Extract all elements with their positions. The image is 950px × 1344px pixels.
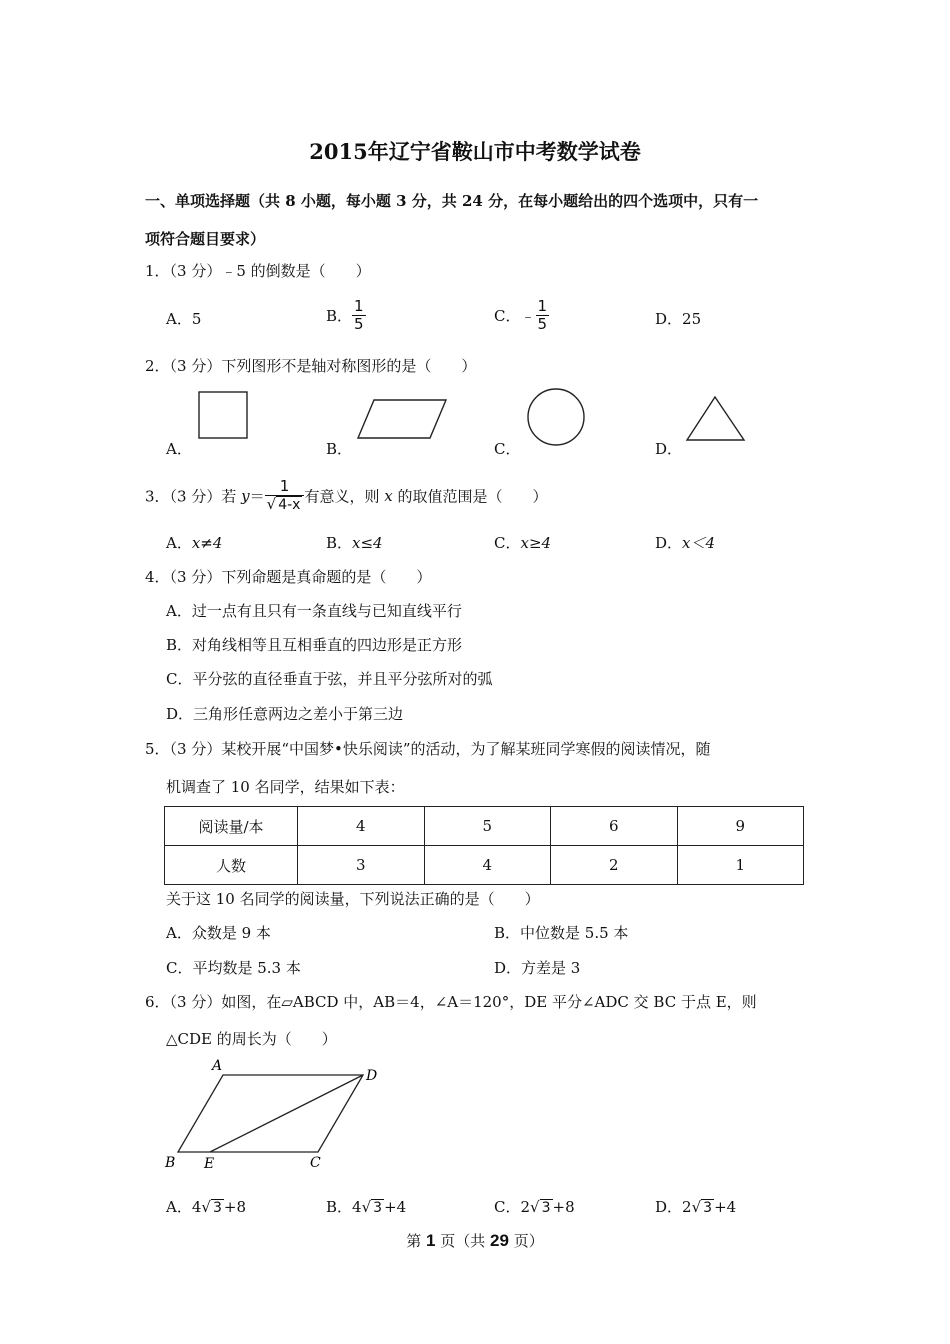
table-cell: 3	[298, 846, 425, 885]
radicand: 3	[541, 1200, 551, 1216]
q4-option-b: B．对角线相等且互相垂直的四边形是正方形	[166, 636, 463, 654]
fraction-denominator	[265, 496, 305, 514]
option-coef: C．2	[494, 1198, 531, 1216]
q1-option-c-sign: ﹣	[520, 307, 536, 325]
q1-option-b-label: B．	[326, 307, 353, 325]
var-x: x	[384, 487, 393, 505]
table-cell: 4	[424, 846, 551, 885]
q3-fraction	[265, 478, 305, 514]
fraction-denominator: 5	[537, 315, 548, 333]
q6-option-a	[166, 1196, 246, 1217]
point-label-b: B	[165, 1155, 176, 1171]
option-label: B．	[326, 534, 353, 552]
option-coef: B．4	[326, 1198, 362, 1216]
option-tail: +4	[384, 1198, 407, 1216]
q5-stem-line1: 5．（3 分）某校开展“中国梦•快乐阅读”的活动，为了解某班同学寒假的阅读情况，随	[145, 740, 711, 758]
fraction-numerator: 1	[265, 478, 305, 496]
point-label-a: A	[212, 1058, 223, 1074]
q3-prefix: 3．（3 分）若	[145, 487, 242, 506]
option-label: A．	[166, 534, 192, 552]
footer-post: 页）	[508, 1232, 544, 1250]
circle-figure	[524, 386, 590, 448]
table-cell: 阅读量/本	[165, 807, 298, 846]
q1-option-b-fraction	[352, 298, 366, 333]
radical-sign-icon: √	[201, 1198, 211, 1216]
q3-option-d	[655, 532, 715, 553]
radical-sign-icon: √	[361, 1198, 372, 1216]
q4-option-d: D．三角形任意两边之差小于第三边	[166, 705, 404, 723]
table-cell: 1	[677, 846, 804, 885]
footer-pre: 第	[406, 1232, 427, 1250]
option-coef: A．4	[166, 1198, 202, 1216]
var-y: y	[241, 487, 250, 505]
radicand: 3	[703, 1200, 713, 1216]
fraction-denominator: 5	[354, 315, 364, 333]
section-heading-line2: 项符合题目要求）	[145, 230, 266, 248]
table-cell: 人数	[165, 846, 298, 885]
q6-option-b	[326, 1196, 406, 1217]
page-title: 2015年辽宁省鞍山市中考数学试卷	[309, 139, 641, 164]
q5-option-d: D．方差是 3	[494, 959, 581, 977]
table-row	[165, 807, 804, 846]
radicand: 3	[212, 1200, 222, 1216]
point-label-d: D	[366, 1068, 378, 1084]
table-cell: 6	[551, 807, 678, 846]
q1-option-a: A．5	[166, 310, 202, 328]
table-cell: 2	[551, 846, 678, 885]
q3-equals: ＝	[249, 487, 265, 506]
fraction-numerator: 1	[354, 297, 364, 315]
triangle-figure	[682, 394, 748, 444]
q1-option-c-fraction	[536, 298, 550, 333]
q5-stem-line2: 机调查了 10 名同学，结果如下表：	[166, 778, 405, 796]
table-row	[165, 846, 804, 885]
q2-option-c: C．	[494, 440, 521, 458]
point-label-e: E	[204, 1156, 215, 1172]
q5-option-b: B．中位数是 5.5 本	[494, 924, 629, 942]
option-expr: x≤4	[352, 534, 383, 552]
q3-option-b	[326, 532, 383, 553]
option-expr: x＜4	[682, 534, 716, 552]
option-tail: +8	[223, 1198, 246, 1216]
q1-option-b	[326, 298, 366, 333]
radical-sign-icon: √	[691, 1198, 702, 1216]
q4-stem: 4．（3 分）下列命题是真命题的是（ ）	[145, 568, 432, 586]
radical-sign-icon: √	[530, 1198, 540, 1216]
fraction-numerator: 1	[537, 297, 548, 315]
page-footer	[0, 1230, 950, 1251]
page-total: 29	[490, 1231, 509, 1250]
parallelogram-outline	[178, 1075, 363, 1152]
option-label: D．	[655, 534, 683, 552]
q1-option-c-label: C．	[494, 307, 521, 325]
option-tail: +8	[552, 1198, 575, 1216]
footer-mid: 页（共	[435, 1232, 491, 1250]
q4-option-a: A．过一点有且只有一条直线与已知直线平行	[166, 602, 462, 620]
q5-option-a: A．众数是 9 本	[166, 924, 271, 942]
q3-suffix2: 的取值范围是（ ）	[392, 487, 548, 506]
q1-option-d: D．25	[655, 310, 702, 328]
q6-stem-line1: 6．（3 分）如图，在▱ABCD 中，AB＝4，∠A＝120°，DE 平分∠ADC 交 BC 于点 E，则	[145, 993, 757, 1011]
option-tail: +4	[714, 1198, 737, 1216]
table-cell: 4	[298, 807, 425, 846]
q6-stem-line2: △CDE 的周长为（ ）	[166, 1030, 337, 1048]
point-label-c: C	[310, 1155, 321, 1171]
q2-option-a: A．	[166, 440, 192, 458]
q1-stem: 1．（3 分）﹣5 的倒数是（ ）	[145, 262, 371, 280]
radicand: 4-x	[278, 497, 301, 513]
q1-option-c	[494, 298, 549, 333]
reading-table	[164, 806, 804, 885]
table-cell: 9	[677, 807, 804, 846]
option-label: C．	[494, 534, 521, 552]
q3-stem	[145, 478, 547, 514]
parallelogram-figure	[354, 396, 450, 442]
option-expr: x≠4	[191, 534, 223, 552]
table-cell: 5	[424, 807, 551, 846]
q3-suffix1: 有意义，则	[304, 487, 385, 506]
q5-after-table: 关于这 10 名同学的阅读量，下列说法正确的是（ ）	[166, 890, 540, 908]
radical-sign-icon: √	[266, 495, 277, 513]
q2-stem: 2．（3 分）下列图形不是轴对称图形的是（ ）	[145, 357, 477, 375]
q2-option-d: D．	[655, 440, 683, 458]
radicand: 3	[373, 1200, 383, 1216]
q2-option-b: B．	[326, 440, 353, 458]
q3-option-a	[166, 532, 222, 553]
q6-option-c	[494, 1196, 575, 1217]
q5-option-c: C．平均数是 5.3 本	[166, 959, 301, 977]
q3-option-c	[494, 532, 551, 553]
parallelogram-abcd-figure	[160, 1056, 390, 1174]
section-heading-line1: 一、单项选择题（共 8 小题，每小题 3 分，共 24 分，在每小题给出的四个选项中，只有一	[145, 192, 759, 210]
page-number: 1	[426, 1231, 436, 1250]
q4-option-c: C．平分弦的直径垂直于弦，并且平分弦所对的弧	[166, 670, 493, 688]
option-expr: x≥4	[520, 534, 552, 552]
square-figure	[196, 390, 252, 442]
option-coef: D．2	[655, 1198, 692, 1216]
q6-option-d	[655, 1196, 736, 1217]
